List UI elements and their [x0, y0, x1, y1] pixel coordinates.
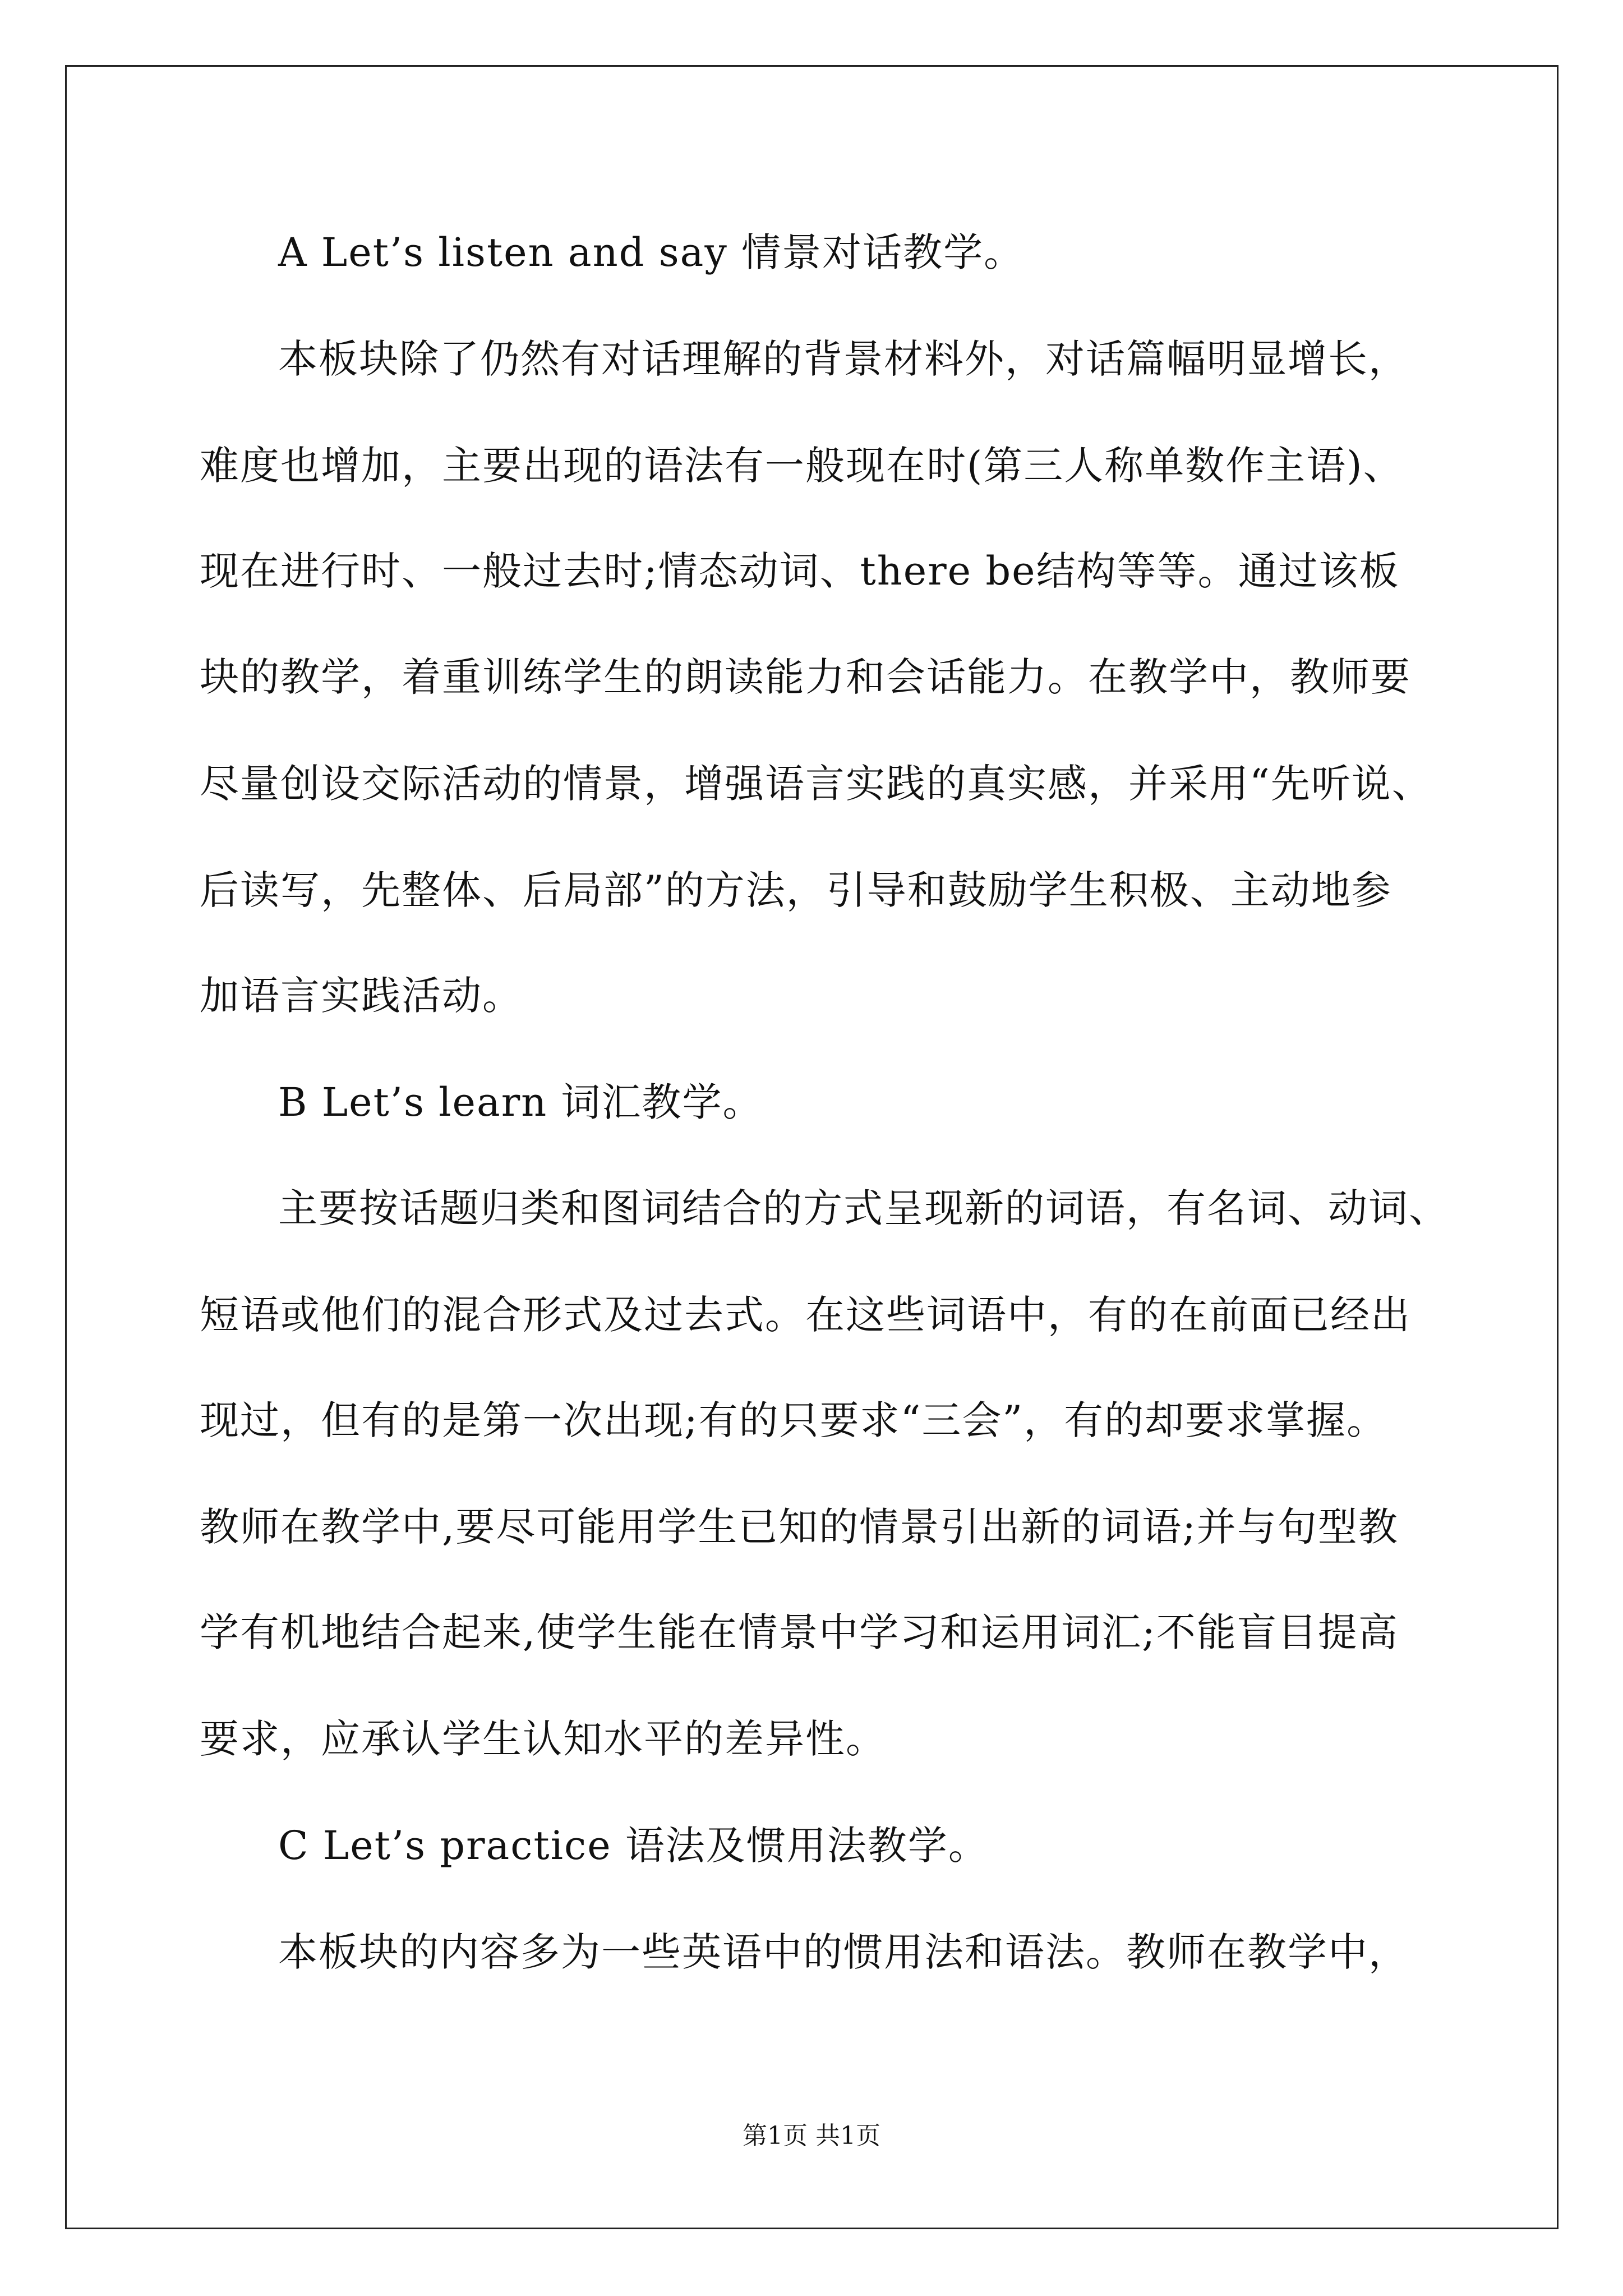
heading-lets-learn: B Let’s learn 词汇教学。	[278, 1079, 763, 1125]
paragraph-line: 短语或他们的混合形式及过去式。在这些词语中，有的在前面已经出	[200, 1292, 1411, 1338]
paragraph-line: 后读写，先整体、后局部”的方法，引导和鼓励学生积极、主动地参	[200, 867, 1392, 913]
paragraph-line: 主要按话题归类和图词结合的方式呈现新的词语，有名词、动词、	[278, 1185, 1449, 1231]
paragraph-line: 现过，但有的是第一次出现;有的只要求“三会”，有的却要求掌握。	[200, 1397, 1387, 1443]
paragraph-line: 学有机地结合起来,使学生能在情景中学习和运用词汇;不能盲目提高	[200, 1609, 1399, 1655]
paragraph-line: 加语言实践活动。	[200, 973, 523, 1019]
paragraph-line: 难度也增加，主要出现的语法有一般现在时(第三人称单数作主语)、	[200, 443, 1404, 489]
paragraph-line: 块的教学，着重训练学生的朗读能力和会话能力。在教学中，教师要	[200, 654, 1411, 700]
paragraph-line: 教师在教学中,要尽可能用学生已知的情景引出新的词语;并与句型教	[200, 1504, 1399, 1550]
paragraph-line: 现在进行时、一般过去时;情态动词、there be结构等等。通过该板	[200, 548, 1400, 594]
page-border	[65, 65, 1559, 2229]
page-number-footer: 第1页 共1页	[743, 2122, 880, 2150]
paragraph-line: 要求，应承认学生认知水平的差异性。	[200, 1716, 886, 1762]
paragraph-line: 本板块除了仍然有对话理解的背景材料外，对话篇幅明显增长，	[278, 336, 1409, 382]
heading-listen-and-say: A Let’s listen and say 情景对话教学。	[278, 229, 1025, 275]
heading-lets-practice: C Let’s practice 语法及惯用法教学。	[278, 1823, 989, 1869]
paragraph-line: 本板块的内容多为一些英语中的惯用法和语法。教师在教学中，	[278, 1929, 1409, 1975]
paragraph-line: 尽量创设交际活动的情景，增强语言实践的真实感，并采用“先听说、	[200, 761, 1432, 807]
